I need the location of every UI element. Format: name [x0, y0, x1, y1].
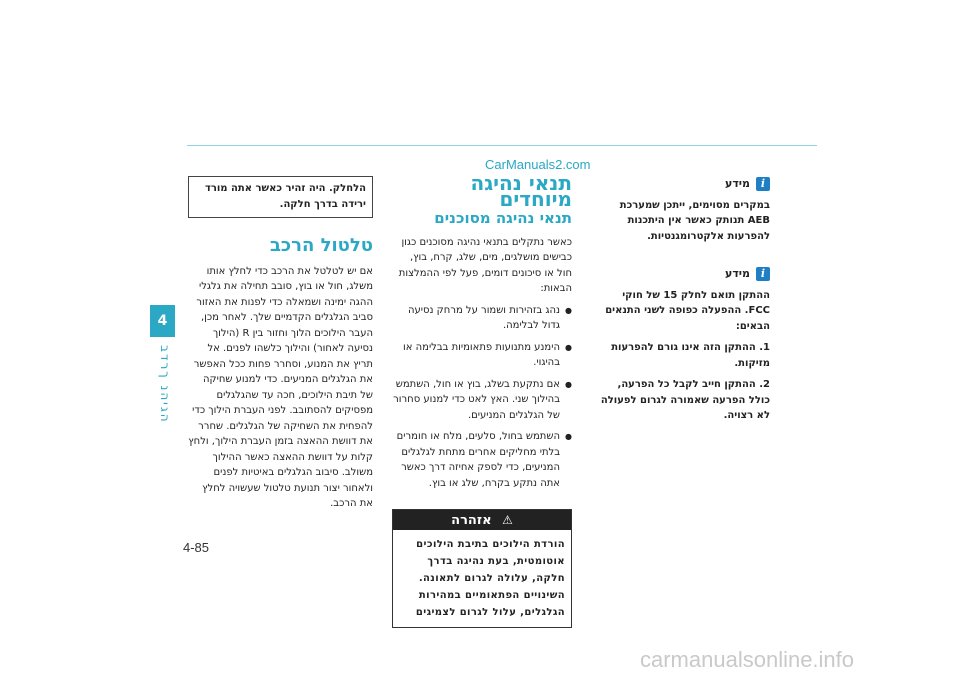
info-text-1: במקרים מסוימים, ייתכן שמערכת AEB תנותק כאשר אין היתכנות להפרעות אלקטרומגנטיות.: [619, 199, 770, 242]
rocking-body: אם יש לטלטל את הרכב כדי לחלץ אותו משלג, חול או בוץ, סובב תחילה את גלגלי ההגה ימינה ושמאלה כדי לפנות את האזור סביב הגלגלים הקדמיים שלך. לאחר מכן, העבר הילוכים הלוך וחזור בין R (הילוך נסיעה לאחור) והילוך כלשהו לפנים. אל תריץ את המנוע, וסחרר פחות ככל האפשר את הגלגלים המניעים. כדי למנוע שחיקה של תיבת הילוכים, חכה עד שהגלגלים מפסיקים להסתובב. לפני העברת הילוך כדי להפחית את השחיקה של הגלגלים. שחרר את דוושת ההאצה בזמן העברת הילוך, ולחץ קלות על דוושת ההאצה כאשר ההילוך משולב. סיבוב הגלגלים באיטיות לפנים ולאחור יצור תנועת טלטול שעשויה לחלץ את הרכב.: [188, 265, 373, 509]
warning-header: [393, 510, 571, 530]
page-number: 4-85: [183, 540, 210, 555]
warning-box: [392, 509, 572, 628]
chapter-number-tab: 4: [150, 305, 175, 337]
intro-paragraph: כאשר נתקלים בתנאי נהיגה מסוכנים כגון כבישים מושלגים, מים, שלג, קרח, בוץ, חול או סיכונים דומים, פעל לפי ההמלצות הבאות:: [398, 236, 572, 294]
list-item: ● אם נתקעת בשלג, בוץ או חול, השתמש בהילוך שני. האץ לאט כדי למנוע סחרור של הגלגלים המניעים.: [392, 377, 572, 424]
info-heading-1: מידע: [725, 177, 750, 190]
list-item: ● נהג בזהירות ושמור על מרחק נסיעה גדול לבלימה.: [392, 303, 572, 334]
fcc-conditions-list: [597, 340, 770, 424]
list-item: 1. ההתקן הזה אינו גורם להפרעות מזיקות.: [611, 342, 770, 369]
list-item: ● השתמש בחול, סלעים, מלח או חומרים בלתי מחליקים אחרים מתחת לגלגלים המניעים, כדי לספק אחיזה דרך כאשר אתה נתקע בקרח, שלג או בוץ.: [392, 429, 572, 491]
info-icon: i: [756, 267, 770, 281]
warning-text: הורדת הילוכים בתיבת הילוכים אוטומטית, בעת נהיגה בדרך חלקה, עלולה לגרום לתאונה. השינויים הפתאומיים במהירות הגלגלים, עלול לגרום לצמיגים: [415, 539, 565, 618]
info-header-2: [597, 266, 770, 282]
page-title: תנאי נהיגה מיוחדים: [470, 171, 572, 211]
tips-list: [392, 303, 572, 492]
list-item: 2. ההתקן חייב לקבל כל הפרעה, כולל הפרעה שאמורה לגרום לפעולה לא רצויה.: [600, 379, 770, 421]
info-header-1: [597, 176, 770, 192]
warning-triangle-icon: ⚠: [502, 513, 513, 527]
chapter-title: הגיהנ ךרדב: [158, 345, 172, 424]
list-item: ● הימנע מתנועות פתאומיות בבלימה או בהיגוי.: [392, 340, 572, 371]
info-icon: i: [756, 177, 770, 191]
chapter-sidebar: [150, 145, 175, 565]
left-column: [188, 176, 373, 512]
middle-column: [392, 171, 572, 628]
note-box: הלחלק. היה זהיר כאשר אתה מורד ירידה בדרך חלקה.: [188, 176, 373, 218]
top-divider: [187, 145, 817, 146]
info-heading-2: מידע: [725, 267, 750, 280]
site-watermark: carmanualsonline.info: [640, 647, 855, 672]
warning-heading: אזהרה: [451, 513, 492, 528]
section-title-rocking: טלטול הרכב: [269, 235, 373, 256]
info-intro-2: ההתקן תואם לחלק 15 של חוקי FCC. ההפעלה כפופה לשני התנאים הבאים:: [605, 289, 770, 332]
watermark: CarManuals2.com: [485, 157, 591, 172]
subsection-title: תנאי נהיגה מסוכנים: [434, 209, 572, 227]
right-column: [597, 176, 770, 430]
